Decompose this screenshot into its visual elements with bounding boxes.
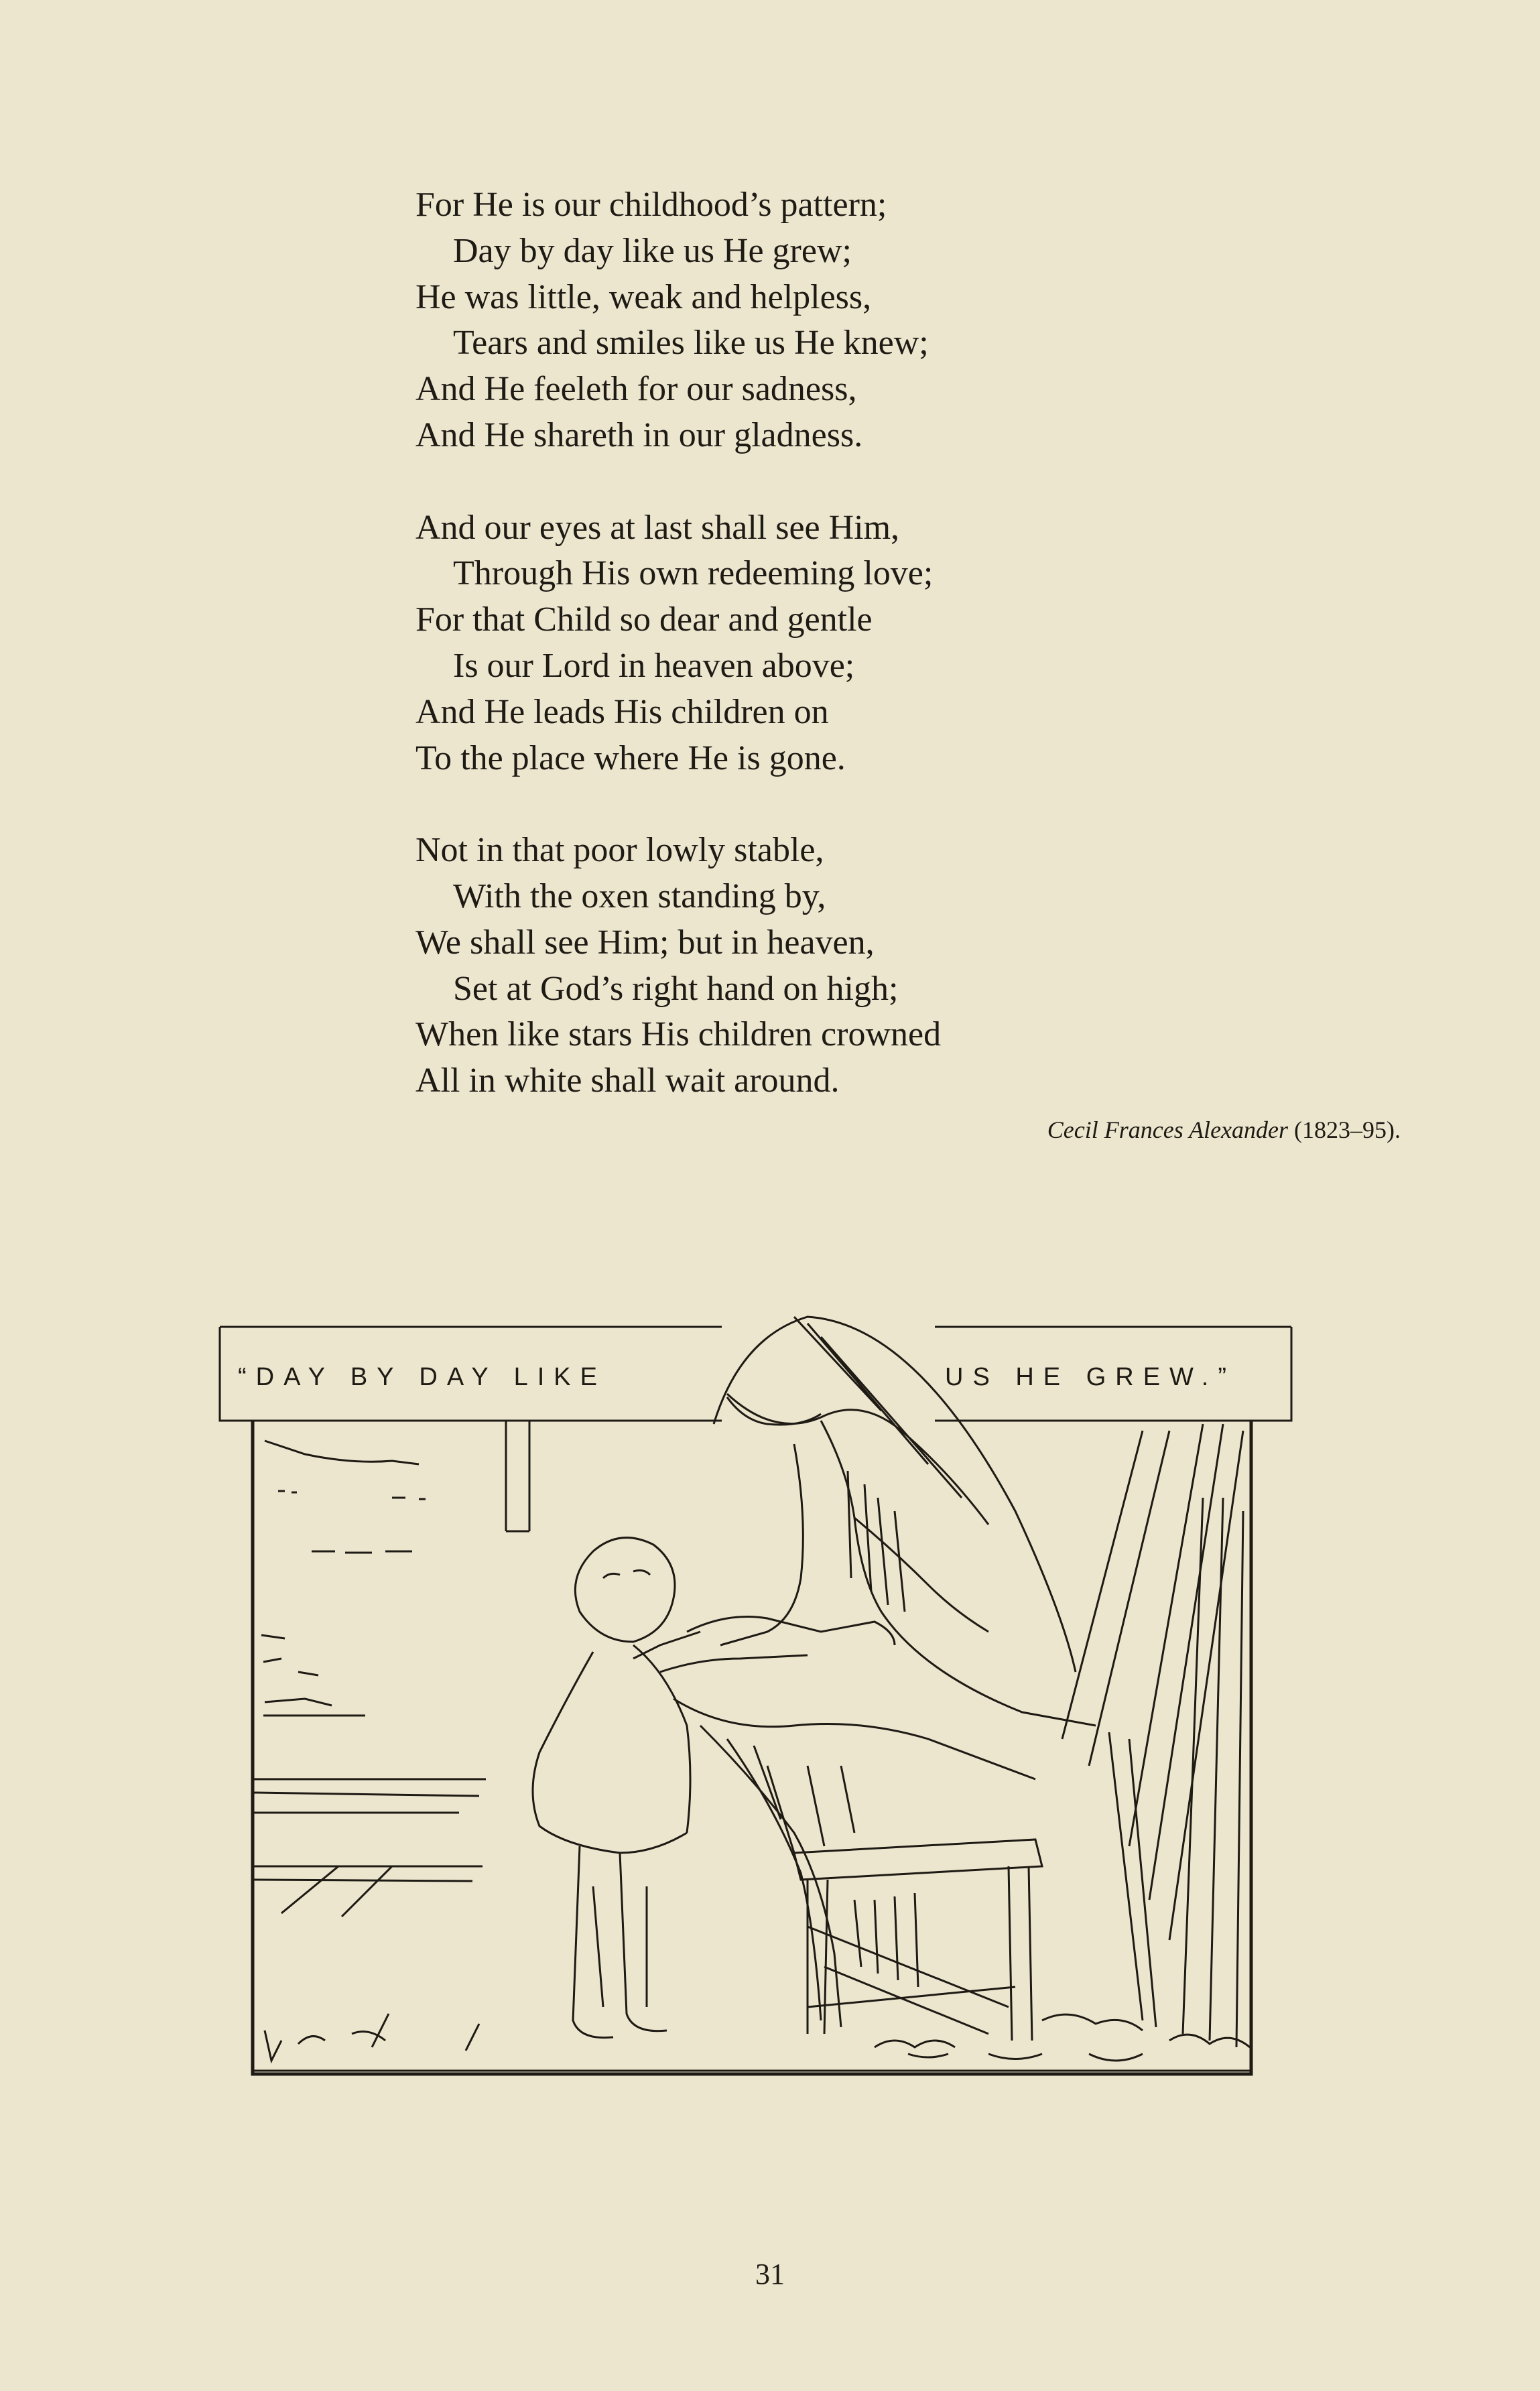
poem-line: We shall see Him; but in heaven, (415, 923, 875, 962)
poem-line: All in white shall wait around. (415, 1061, 840, 1100)
poem-line: With the oxen standing by, (453, 877, 826, 915)
stanza-1 (415, 182, 941, 459)
child-robe (533, 1652, 687, 1853)
child-head (575, 1538, 675, 1642)
poem-line: He was little, weak and helpless, (415, 277, 872, 316)
poem-line: Tears and smiles like us He knew; (453, 324, 929, 363)
poem-line: And our eyes at last shall see Him, (415, 508, 900, 547)
stool-seat (794, 1839, 1042, 1880)
caption-right: US HE GREW.” (945, 1363, 1236, 1391)
poem-line: For He is our childhood’s pattern; (415, 186, 887, 224)
poem-line: For that Child so dear and gentle (415, 600, 873, 639)
caption-left: “DAY BY DAY LIKE (238, 1363, 606, 1391)
attribution-author: Cecil Frances Alexander (1047, 1116, 1289, 1143)
page-number: 31 (755, 2258, 785, 2290)
stanza-3 (415, 828, 941, 1104)
poem-line: To the place where He is gone. (415, 738, 846, 777)
attribution (1047, 1116, 1401, 1144)
window-frame (506, 1421, 529, 1531)
picture-frame (253, 1421, 1251, 2074)
poem-line: And He shareth in our gladness. (415, 415, 863, 454)
poem-line: Set at God’s right hand on high; (453, 969, 899, 1008)
poem-line: Not in that poor lowly stable, (415, 831, 824, 870)
poem-line: And He leads His children on (415, 692, 829, 731)
poem-line: When like stars His children crowned (415, 1015, 942, 1054)
attribution-dates: (1823–95). (1294, 1116, 1401, 1143)
mother-and-child-drawing (218, 1297, 1293, 2077)
stanza-2 (415, 505, 941, 782)
illustration (218, 1297, 1293, 2077)
poem-line: Through His own redeeming love; (453, 554, 934, 593)
poem-line: Day by day like us He grew; (453, 231, 852, 270)
poem (415, 182, 941, 1104)
poem-line: And He feeleth for our sadness, (415, 370, 857, 409)
poem-line: Is our Lord in heaven above; (453, 646, 855, 685)
mother-hands (687, 1617, 895, 1646)
